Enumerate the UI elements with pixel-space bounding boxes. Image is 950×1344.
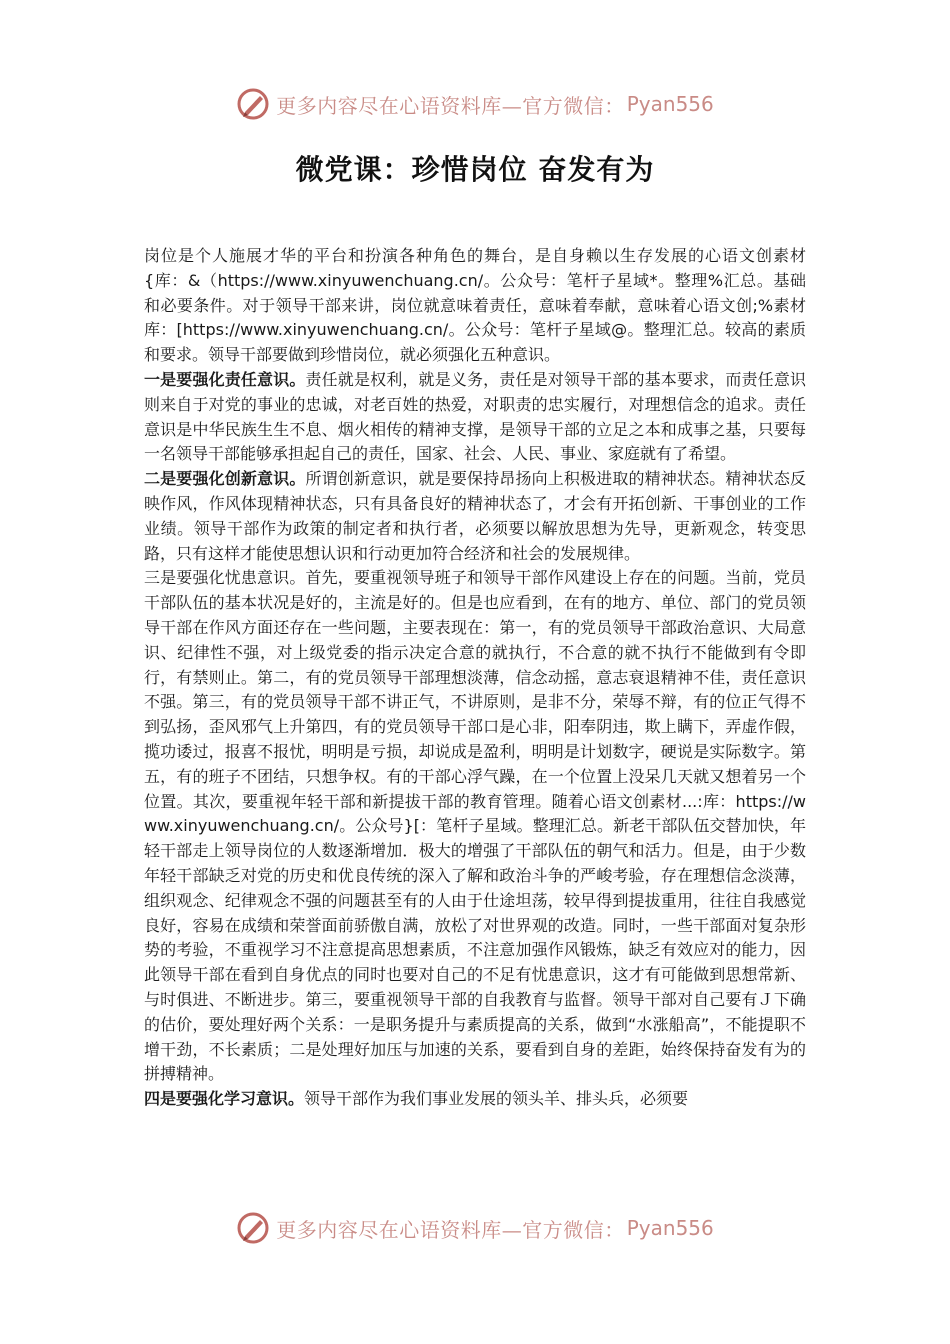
banner-text: 更多内容尽在心语资料库—官方微信： (276, 1217, 625, 1242)
banner-wechat-id: Pyan556 (626, 1216, 714, 1240)
document-title: 微党课：珍惜岗位 奋发有为 (295, 153, 655, 186)
section-1-paragraph (144, 368, 806, 467)
document-body (144, 244, 806, 1112)
section-4-heading: 四是要强化学习意识。 (144, 1089, 305, 1109)
intro-paragraph: 岗位是个人施展才华的平台和扮演各种角色的舞台，是自身赖以生存发展的心语文创素材{库：&（https://www.xinyuwenchuang.cn/。公众号：笔杆子星域*。整理%汇总。基础和必要条件。对于领导干部来讲，岗位就意味着责任，意味着奉献，意味着心语文创;%素材库：[https://www.xinyuwenchuang.cn/。公众号：笔杆子星域@。整理汇总。较高的素质和要求。领导干部要做到珍惜岗位，就必须强化五种意识。 (144, 246, 806, 365)
section-1-heading: 一是要强化责任意识。 (144, 369, 306, 389)
section-4-paragraph (144, 1087, 806, 1112)
header-banner (0, 84, 950, 124)
footer-banner (0, 1208, 950, 1248)
section-2-heading: 二是要强化创新意识。 (144, 469, 306, 489)
pen-logo-icon (236, 1211, 270, 1245)
section-3-paragraph: 三是要强化忧患意识。首先，要重视领导班子和领导干部作风建设上存在的问题。当前，党员干部队伍的基本状况是好的，主流是好的。但是也应看到，在有的地方、单位、部门的党员领导干部在作风方面还存在一些问题，主要表现在：第一，有的党员领导干部政治意识、大局意识、纪律性不强，对上级党委的指示决定合意的就执行，不合意的就不执行不能做到有令即行，有禁则止。第二，有的党员领导干部理想淡薄，信念动摇，意志衰退精神不佳，责任意识不强。第三，有的党员领导干部不讲正气，不讲原则，是非不分，荣辱不辩，有的位正气得不到弘扬，歪风邪气上升第四，有的党员领导干部口是心非，阳奉阴违，欺上瞒下，弄虚作假，揽功诿过，报喜不报忧，明明是亏损，却说成是盈利，明明是计划数字，硬说是实际数字。第五，有的班子不团结，只想争权。有的干部心浮气躁，在一个位置上没呆几天就又想着另一个位置。其次，要重视年轻干部和新提拔干部的教育管理。随着心语文创素材...:库：https://www.xinyuwenchuang.cn/。公众号}[：笔杆子星域。整理汇总。新老干部队伍交替加快，年轻干部走上领导岗位的人数逐渐增加．极大的增强了干部队伍的朝气和活力。但是，由于少数年轻干部缺乏对党的历史和优良传统的深入了解和政治斗争的严峻考验，存在理想信念淡薄，组织观念、纪律观念不强的问题甚至有的人由于仕途坦荡，较早得到提拔重用，往往自我感觉良好，容易在成绩和荣誉面前骄傲自满，放松了对世界观的改造。同时，一些干部面对复杂形势的考验，不重视学习不注意提高思想素质，不注意加强作风锻炼，缺乏有效应对的能力，因此领导干部在看到自身优点的同时也要对自己的不足有忧患意识，这才有可能做到思想常新、与时俱进、不断进步。第三，要重视领导干部的自我教育与监督。领导干部对自己要有Ｊ下确的估价，要处理好两个关系：一是职务提升与素质提高的关系，做到“水涨船高”，不能提职不增干劲，不长素质；二是处理好加压与加速的关系，要看到自身的差距，始终保持奋发有为的拼搏精神。 (144, 568, 806, 1084)
section-2-text: 所谓创新意识，就是要保持昂扬向上积极进取的精神状态。精神状态反映作风，作风体现精神状态，只有具备良好的精神状态了，才会有开拓创新、干事创业的工作业绩。领导干部作为政策的制定者和执行者，必须要以解放思想为先导，更新观念，转变思路，只有这样才能使思想认识和行动更加符合经济和社会的发展规律。 (144, 469, 806, 563)
banner-text: 更多内容尽在心语资料库—官方微信： (276, 93, 625, 118)
section-4-text: 领导干部作为我们事业发展的领头羊、排头兵，必须要 (304, 1089, 689, 1109)
section-1-text: 责任就是权利，就是义务，责任是对领导干部的基本要求，而责任意识则来自于对党的事业的忠诚，对老百姓的热爱，对职责的忠实履行，对理想信念的追求。责任意识是中华民族生生不息、烟火相传的精神支撑，是领导干部的立足之本和成事之基，只要每一名领导干部能够承担起自己的责任，国家、社会、人民、事业、家庭就有了希望。 (144, 369, 806, 464)
banner-wechat-id: Pyan556 (626, 92, 714, 116)
section-2-paragraph (144, 467, 806, 566)
pen-logo-icon (236, 87, 270, 121)
